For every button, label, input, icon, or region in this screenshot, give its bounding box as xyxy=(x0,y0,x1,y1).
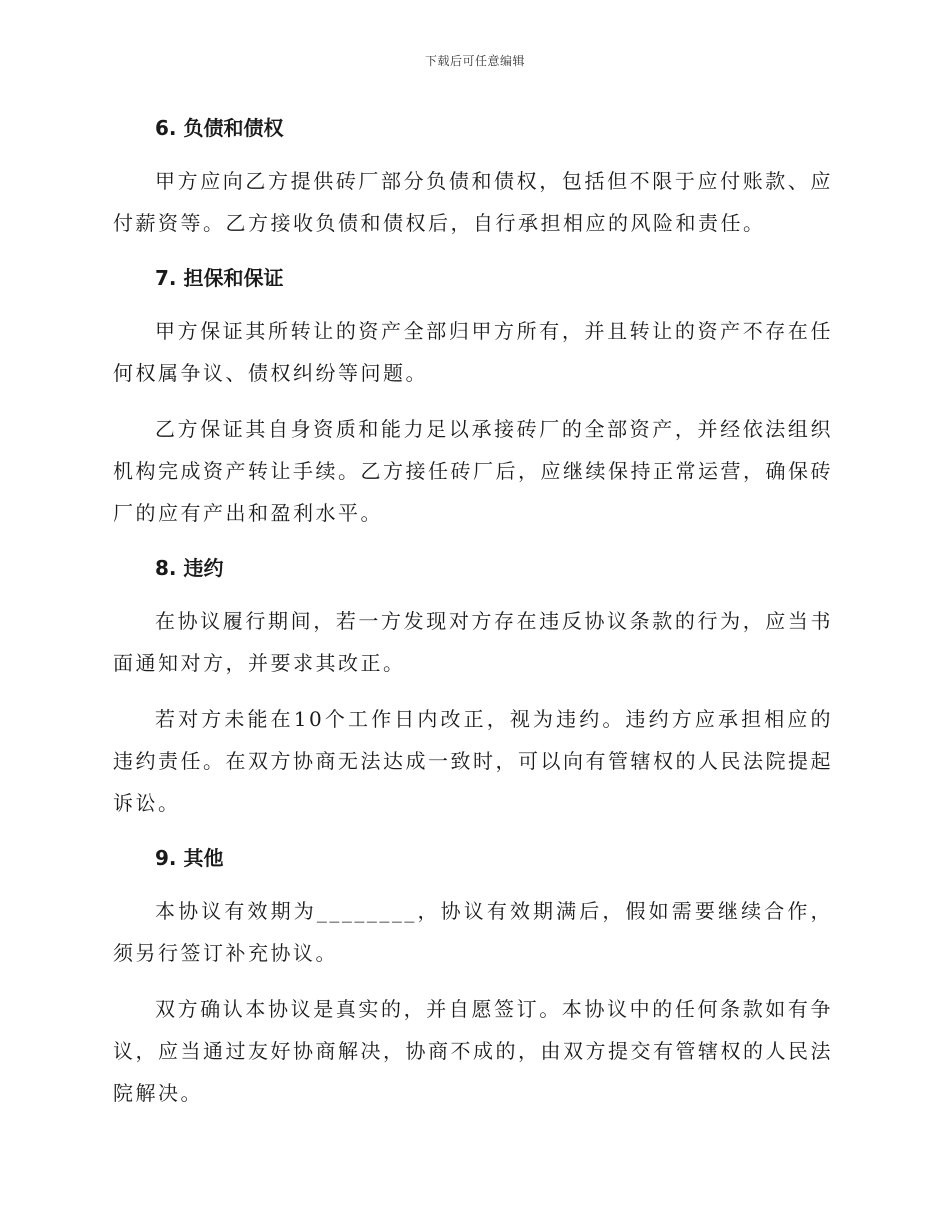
paragraph: 甲方保证其所转让的资产全部归甲方所有，并且转让的资产不存在任何权属争议、债权纠纷等问题。 xyxy=(113,319,833,385)
paragraph: 在协议履行期间，若一方发现对方存在违反协议条款的行为，应当书面通知对方，并要求其改正。 xyxy=(113,609,833,675)
paragraph: 若对方未能在10个工作日内改正，视为违约。违约方应承担相应的违约责任。在双方协商无法达成一致时，可以向有管辖权的人民法院提起诉讼。 xyxy=(113,707,833,815)
section-heading: 9. 其他 xyxy=(155,846,224,870)
section-other xyxy=(113,838,833,1114)
paragraph: 双方确认本协议是真实的，并自愿签订。本协议中的任何条款如有争议，应当通过友好协商解决，协商不成的，由双方提交有管辖权的人民法院解决。 xyxy=(113,997,833,1105)
section-heading: 7. 担保和保证 xyxy=(155,266,284,290)
document-body xyxy=(113,108,833,1114)
paragraph: 乙方保证其自身资质和能力足以承接砖厂的全部资产，并经依法组织机构完成资产转让手续。乙方接任砖厂后，应继续保持正常运营，确保砖厂的应有产出和盈利水平。 xyxy=(113,417,833,525)
page-header: 下载后可任意编辑 xyxy=(424,54,525,68)
section-liabilities xyxy=(113,108,833,244)
section-guarantee xyxy=(113,258,833,534)
section-heading: 8. 违约 xyxy=(155,556,224,580)
paragraph: 甲方应向乙方提供砖厂部分负债和债权，包括但不限于应付账款、应付薪资等。乙方接收负债和债权后，自行承担相应的风险和责任。 xyxy=(113,169,833,235)
section-breach xyxy=(113,548,833,824)
paragraph: 本协议有效期为________，协议有效期满后，假如需要继续合作，须另行签订补充协议。 xyxy=(113,899,833,965)
section-heading: 6. 负债和债权 xyxy=(155,116,284,140)
